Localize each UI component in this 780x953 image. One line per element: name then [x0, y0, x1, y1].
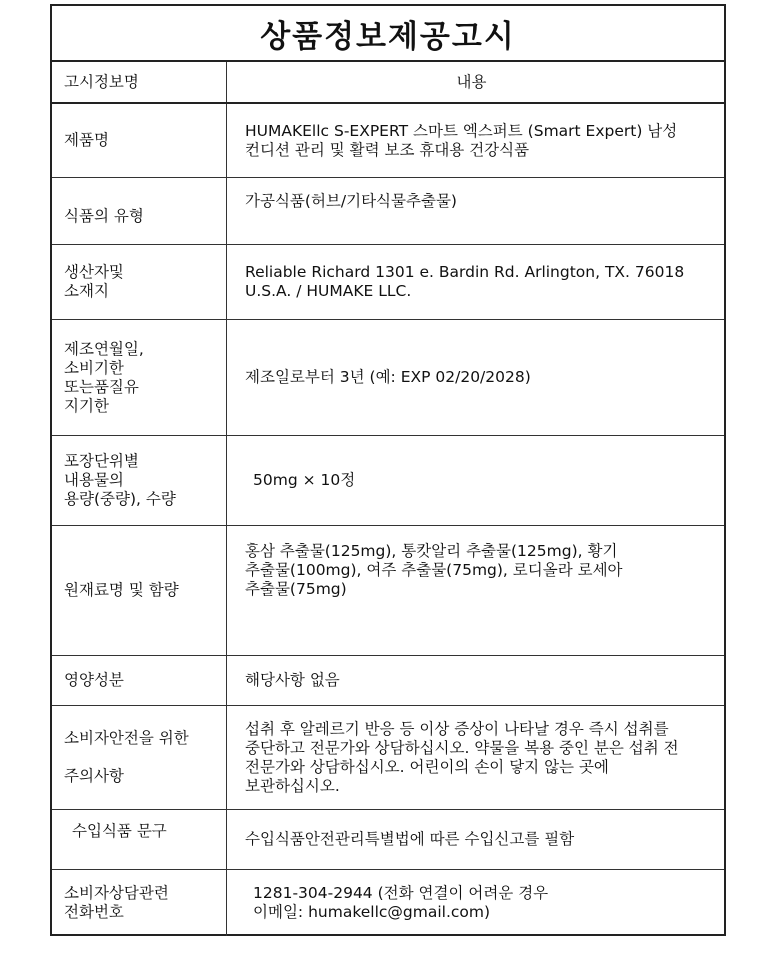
row-label: 식품의 유형	[52, 178, 227, 244]
row-label: 생산자및 소재지	[52, 245, 227, 319]
row-value: 50mg × 10정	[253, 471, 356, 489]
row-label: 포장단위별 내용물의 용량(중량), 수량	[52, 436, 227, 525]
row-value: 수입식품안전관리특별법에 따른 수입신고를 필함	[245, 830, 575, 848]
row-value: 제조일로부터 3년 (예: EXP 02/20/2028)	[245, 368, 531, 386]
row-value: 홍삼 추출물(125mg), 통캇알리 추출물(125mg), 황기 추출물(100mg), 여주 추출물(75mg), 로디올라 로세아 추출물(75mg)	[245, 542, 623, 598]
row-value: 가공식품(허브/기타식물추출물)	[245, 192, 457, 210]
info-table	[50, 4, 726, 936]
row-value: 1281-304-2944 (전화 연결이 어려운 경우 이메일: humakellc@gmail.com)	[253, 884, 549, 921]
row-label: 영양성분	[52, 656, 227, 705]
table-header-row	[52, 62, 724, 104]
header-value: 내용	[456, 72, 487, 91]
row-label: 수입식품 문구	[52, 810, 227, 869]
table-row	[52, 178, 724, 245]
row-label: 소비자안전을 위한 주의사항	[52, 706, 227, 809]
table-row	[52, 656, 724, 706]
row-value: Reliable Richard 1301 e. Bardin Rd. Arlington, TX. 76018 U.S.A. / HUMAKE LLC.	[245, 263, 685, 300]
row-label: 제조연월일, 소비기한 또는품질유 지기한	[52, 320, 227, 435]
header-label: 고시정보명	[52, 62, 227, 102]
table-row	[52, 526, 724, 656]
row-value: 해당사항 없음	[245, 671, 340, 689]
row-value: 섭취 후 알레르기 반응 등 이상 증상이 나타날 경우 즉시 섭취를 중단하고 전문가와 상담하십시오. 약물을 복용 중인 분은 섭취 전 전문가와 상담하십시오. 어린이의 손이 닿지 않는 곳에 보관하십시오.	[245, 719, 679, 795]
page-title: 상품정보제공고시	[52, 6, 724, 62]
row-label: 원재료명 및 함량	[52, 526, 227, 655]
table-row	[52, 320, 724, 436]
table-row	[52, 104, 724, 178]
row-label: 제품명	[52, 104, 227, 177]
table-row	[52, 436, 724, 526]
table-row	[52, 706, 724, 810]
table-row	[52, 810, 724, 870]
table-row	[52, 870, 724, 936]
row-value: HUMAKEllc S-EXPERT 스마트 엑스퍼트 (Smart Expert) 남성 컨디션 관리 및 활력 보조 휴대용 건강식품	[245, 121, 678, 159]
table-row	[52, 245, 724, 320]
row-label: 소비자상담관련 전화번호	[52, 870, 227, 936]
